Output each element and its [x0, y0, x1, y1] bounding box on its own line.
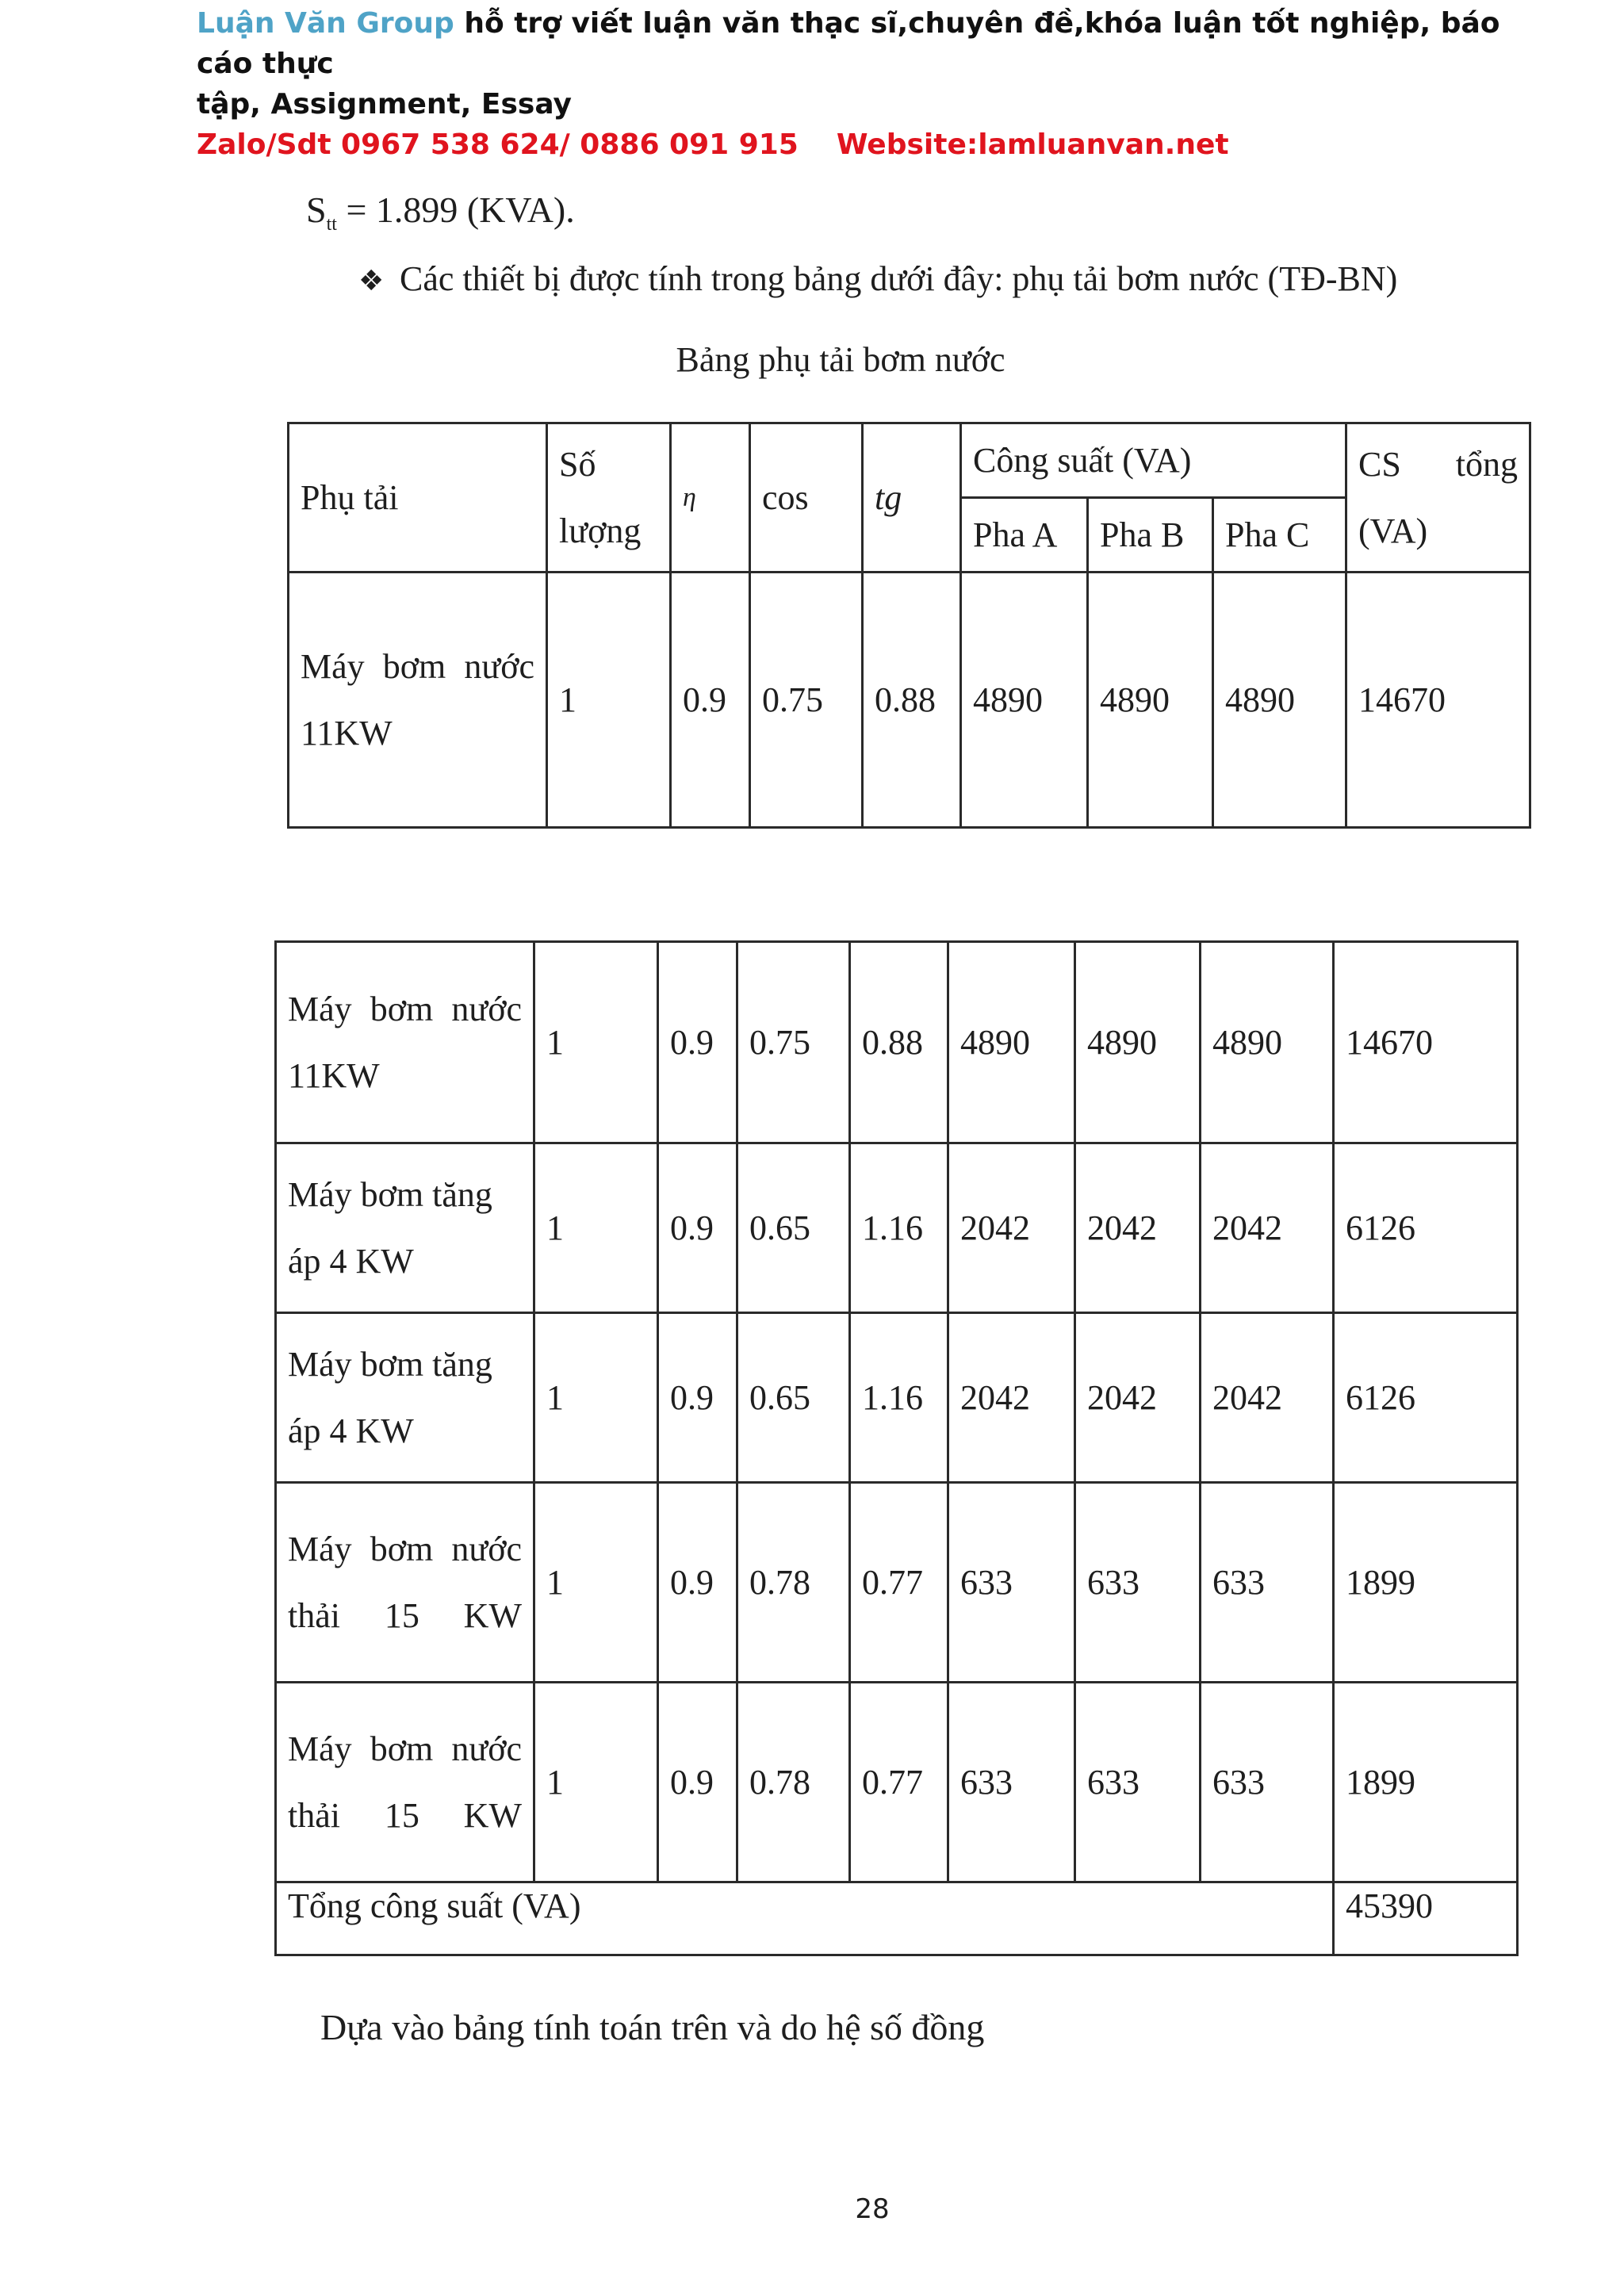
header-cell-phase-c: Pha C: [1213, 498, 1346, 573]
cell-cos: 0.65: [737, 1313, 850, 1483]
cell-cos: 0.75: [750, 573, 863, 828]
cell-phase-b: 633: [1075, 1683, 1201, 1882]
cell-load: Máy bơm nước 11KW: [289, 573, 547, 828]
cell-tg: 0.88: [850, 942, 948, 1143]
cell-tg: 1.16: [850, 1143, 948, 1313]
cell-total: 6126: [1334, 1143, 1518, 1313]
header-tagline: hỗ trợ viết luận văn thạc sĩ,chuyên đề,khóa luận tốt nghiệp, báo cáo thực: [197, 7, 1500, 80]
cell-phase-c: 633: [1201, 1483, 1334, 1683]
header-cell-eta: η: [671, 423, 750, 573]
table-header-row: [289, 423, 1530, 498]
bullet-text: Các thiết bị được tính trong bảng dưới đây: phụ tải bơm nước (TĐ-BN): [400, 259, 1398, 298]
cell-total: 14670: [1334, 942, 1518, 1143]
cell-eta: 0.9: [658, 1483, 737, 1683]
cell-load: Máy bơm nước 11KW: [276, 942, 534, 1143]
table-row: [276, 942, 1518, 1143]
header-cell-phase-b: Pha B: [1088, 498, 1213, 573]
header-cell-qty: Số lượng: [547, 423, 671, 573]
cell-phase-c: 2042: [1201, 1313, 1334, 1483]
cell-eta: 0.9: [671, 573, 750, 828]
formula-stt: [306, 189, 575, 236]
cell-phase-b: 2042: [1075, 1313, 1201, 1483]
cell-load: Máy bơm nước thải 15 KW: [276, 1683, 534, 1882]
formula-value: = 1.899 (KVA).: [336, 190, 575, 230]
cell-total: 6126: [1334, 1313, 1518, 1483]
header-cell-power: Công suất (VA): [961, 423, 1346, 498]
cell-phase-a: 4890: [948, 942, 1075, 1143]
header-cell-phase-a: Pha A: [961, 498, 1088, 573]
cell-tg: 0.77: [850, 1483, 948, 1683]
cell-load: Máy bơm tăng áp 4 KW: [276, 1143, 534, 1313]
table-row: [289, 573, 1530, 828]
cell-tg: 1.16: [850, 1313, 948, 1483]
table-total-row: [276, 1882, 1518, 1955]
table-row: [276, 1483, 1518, 1683]
cell-eta: 0.9: [658, 942, 737, 1143]
diamond-bullet-icon: ❖: [358, 265, 385, 297]
cell-tg: 0.77: [850, 1683, 948, 1882]
cell-phase-a: 2042: [948, 1143, 1075, 1313]
header-line-2: tập, Assignment, Essay: [197, 88, 573, 121]
formula-symbol: S: [306, 190, 327, 230]
header-line-1: [197, 3, 1545, 84]
header-cell-total: CS tổng (VA): [1346, 423, 1530, 573]
cell-qty: 1: [534, 1313, 658, 1483]
cell-phase-c: 4890: [1201, 942, 1334, 1143]
cell-qty: 1: [547, 573, 671, 828]
cell-phase-b: 2042: [1075, 1143, 1201, 1313]
cell-cos: 0.75: [737, 942, 850, 1143]
cell-phase-a: 2042: [948, 1313, 1075, 1483]
cell-qty: 1: [534, 1143, 658, 1313]
cell-phase-a: 633: [948, 1683, 1075, 1882]
body-paragraph: Dựa vào bảng tính toán trên và do hệ số đồng: [320, 2007, 985, 2047]
header-brand: Luận Văn Group: [197, 7, 454, 40]
header-cell-load: Phụ tải: [289, 423, 547, 573]
table-row: [276, 1143, 1518, 1313]
cell-cos: 0.78: [737, 1483, 850, 1683]
formula-subscript: tt: [326, 214, 337, 236]
pump-load-table: [274, 940, 1519, 1956]
cell-total: 1899: [1334, 1683, 1518, 1882]
page-header: [197, 3, 1545, 165]
cell-total: 1899: [1334, 1483, 1518, 1683]
cell-load: Máy bơm nước thải 15 KW: [276, 1483, 534, 1683]
cell-phase-b: 633: [1075, 1483, 1201, 1683]
header-contact-line: [197, 124, 1545, 165]
cell-phase-a: 633: [948, 1483, 1075, 1683]
total-label: Tổng công suất (VA): [276, 1882, 1334, 1955]
page-number: 28: [855, 2193, 890, 2225]
cell-eta: 0.9: [658, 1143, 737, 1313]
cell-phase-b: 4890: [1088, 573, 1213, 828]
cell-eta: 0.9: [658, 1313, 737, 1483]
bullet-line: [358, 259, 1397, 299]
cell-phase-c: 2042: [1201, 1143, 1334, 1313]
cell-eta: 0.9: [658, 1683, 737, 1882]
cell-tg: 0.88: [863, 573, 961, 828]
cell-phase-c: 4890: [1213, 573, 1346, 828]
cell-phase-a: 4890: [961, 573, 1088, 828]
table-caption: Bảng phụ tải bơm nước: [676, 340, 1005, 379]
table-row: [276, 1683, 1518, 1882]
cell-qty: 1: [534, 1683, 658, 1882]
cell-phase-b: 4890: [1075, 942, 1201, 1143]
total-value: 45390: [1334, 1882, 1518, 1955]
header-contact: Zalo/Sdt 0967 538 624/ 0886 091 915: [197, 128, 799, 161]
cell-load: Máy bơm tăng áp 4 KW: [276, 1313, 534, 1483]
cell-total: 14670: [1346, 573, 1530, 828]
cell-cos: 0.65: [737, 1143, 850, 1313]
table-row: [276, 1313, 1518, 1483]
cell-qty: 1: [534, 1483, 658, 1683]
cell-qty: 1: [534, 942, 658, 1143]
cell-cos: 0.78: [737, 1683, 850, 1882]
header-cell-cos: cos: [750, 423, 863, 573]
cell-phase-c: 633: [1201, 1683, 1334, 1882]
pump-load-table-header: [287, 422, 1531, 829]
header-cell-tg: tg: [863, 423, 961, 573]
header-website: Website:lamluanvan.net: [836, 128, 1229, 161]
